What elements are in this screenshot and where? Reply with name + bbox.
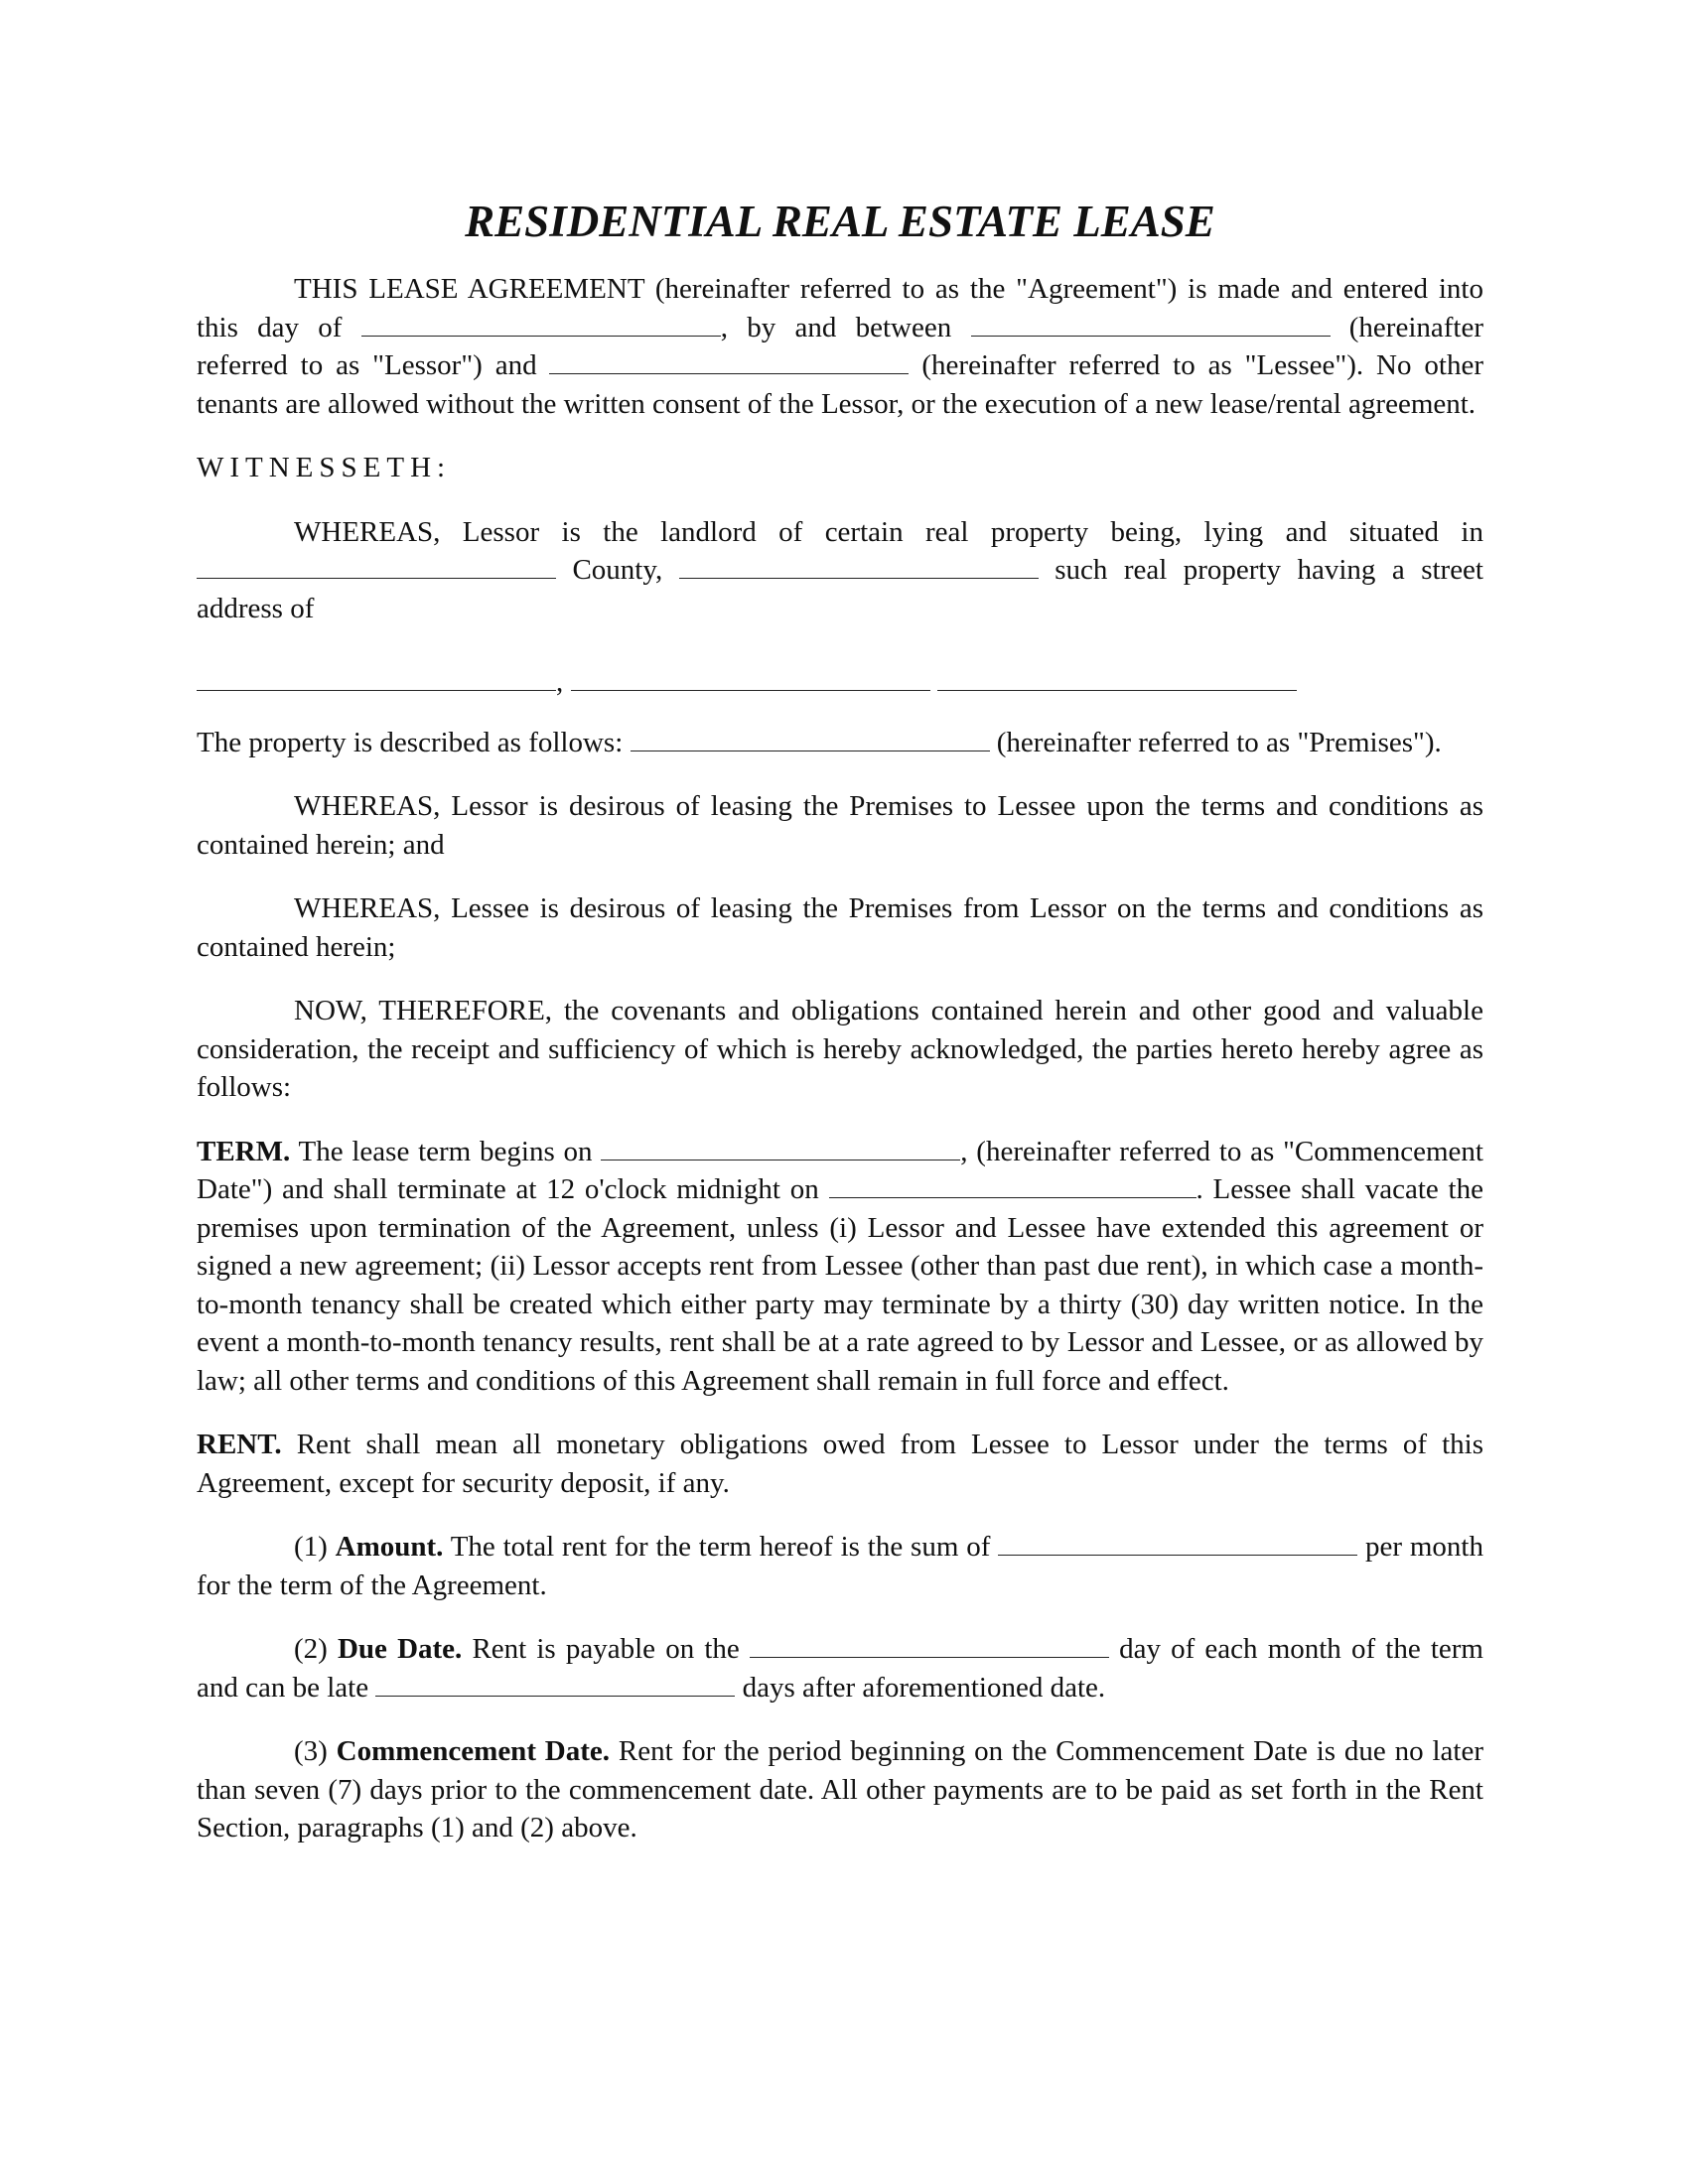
rent-section: RENT. Rent shall mean all monetary obligations owed from Lessee to Lessor under the terms of this Agreement, except for security deposit, if any. xyxy=(197,1429,1483,1499)
due-day-field[interactable] xyxy=(750,1633,1109,1658)
rent-heading: RENT. xyxy=(197,1429,282,1460)
term-section: TERM. The lease term begins on , (hereinafter referred to as "Commencement Date") and shall terminate at 12 o'clock midnight on . Lessee shall vacate the premises upon termination of the Agreement, unless (i) Lessor and Lessee have extended this agreement or signed a new agreement; (ii) Lessor accepts rent from Lessee (other than past due rent), in which case a month-to-month tenancy shall be created which either party may terminate by a thirty (30) day written notice. In the event a month-to-month tenancy results, rent shall be at a rate agreed to by Lessor and Lessee, or as allowed by law; all other terms and conditions of this Agreement shall remain in full force and effect. xyxy=(197,1135,1483,1397)
whereas-location-paragraph: WHEREAS, Lessor is the landlord of certain real property being, lying and situated in County, such real property having a street address of xyxy=(197,515,1483,624)
city-field[interactable] xyxy=(571,666,930,691)
agreement-day-field[interactable] xyxy=(361,312,721,337)
commencement-date-field[interactable] xyxy=(601,1136,960,1160)
commencement-heading: Commencement Date. xyxy=(336,1735,611,1767)
county-field[interactable] xyxy=(197,554,556,579)
rent-amount-field[interactable] xyxy=(998,1531,1357,1556)
termination-date-field[interactable] xyxy=(829,1173,1196,1198)
state-field[interactable] xyxy=(679,554,1039,579)
due-date-paragraph: (2) Due Date. Rent is payable on the day of each month of the term and can be late days after aforementioned date. xyxy=(197,1633,1483,1704)
document-title: RESIDENTIAL REAL ESTATE LEASE xyxy=(465,197,1215,246)
property-description-paragraph: The property is described as follows: (hereinafter referred to as "Premises"). xyxy=(197,726,1442,758)
witnesseth-heading: WITNESSETH: xyxy=(197,452,452,483)
zip-field[interactable] xyxy=(937,666,1297,691)
amount-heading: Amount. xyxy=(335,1531,444,1563)
lessee-name-field[interactable] xyxy=(549,349,909,374)
due-date-heading: Due Date. xyxy=(337,1633,463,1665)
whereas-lessor-paragraph: WHEREAS, Lessor is desirous of leasing the Premises to Lessee upon the terms and conditions as contained herein; and xyxy=(197,790,1483,861)
commencement-paragraph: (3) Commencement Date. Rent for the period beginning on the Commencement Date is due no later than seven (7) days prior to the commencement date. All other payments are to be paid as set forth in the Rent Section, paragraphs (1) and (2) above. xyxy=(197,1735,1483,1843)
now-therefore-paragraph: NOW, THEREFORE, the covenants and obligations contained herein and other good and valuable consideration, the receipt and sufficiency of which is hereby acknowledged, the parties hereto hereby agree as follows: xyxy=(197,995,1483,1103)
intro-paragraph: THIS LEASE AGREEMENT (hereinafter referred to as the "Agreement") is made and entered into this day of , by and between (hereinafter referred to as "Lessor") and (hereinafter referred to as "Lessee"). No other tenants are allowed without the written consent of the Lessor, or the execution of a new lease/rental agreement. xyxy=(197,273,1483,420)
whereas-lessee-paragraph: WHEREAS, Lessee is desirous of leasing the Premises from Lessor on the terms and conditions as contained herein; xyxy=(197,892,1483,963)
lease-document xyxy=(197,197,1483,1873)
lessor-name-field[interactable] xyxy=(971,312,1331,337)
rent-amount-paragraph: (1) Amount. The total rent for the term hereof is the sum of per month for the term of the Agreement. xyxy=(197,1531,1483,1601)
property-description-field[interactable] xyxy=(631,727,990,751)
late-days-field[interactable] xyxy=(375,1672,735,1697)
term-heading: TERM. xyxy=(197,1135,291,1167)
street-address-line: , xyxy=(197,663,1483,702)
street-address-field[interactable] xyxy=(197,666,556,691)
